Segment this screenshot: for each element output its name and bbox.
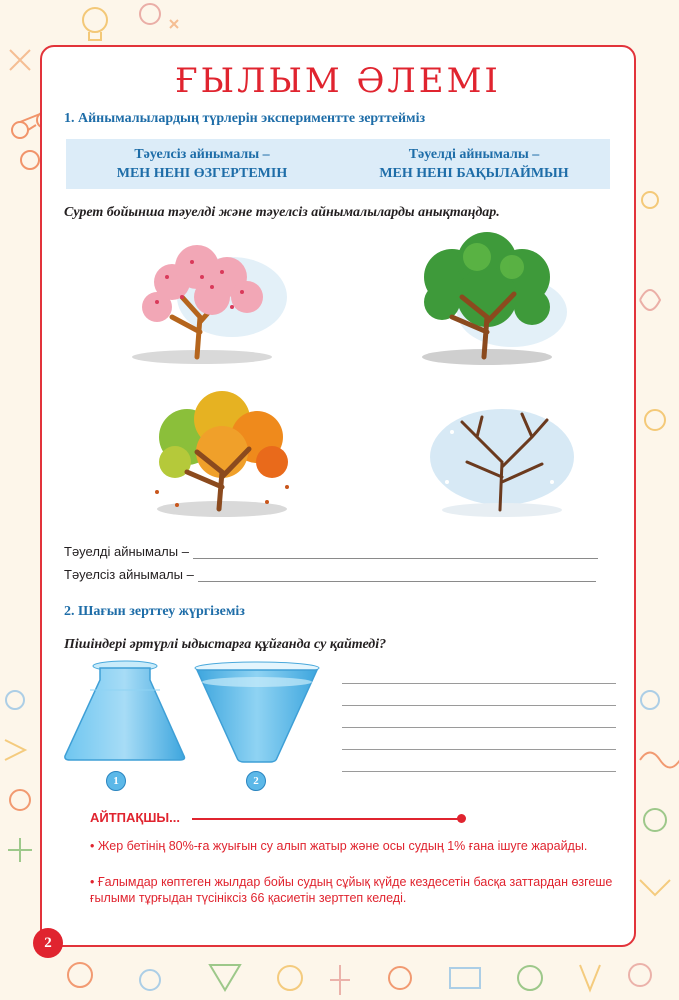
fact-2: • Ғалымдар көптеген жылдар бойы судың сұйық күйде кездесетін басқа заттардан өзгеше ғылыми тұрғыдан түсініксіз 66 қасиетін зерттеп келеді. bbox=[90, 875, 613, 905]
cup-vessel-icon bbox=[192, 660, 322, 765]
independent-definition bbox=[66, 139, 338, 189]
section1-instruction: Сурет бойынша тәуелді және тәуелсіз айнымалыларды анықтаңдар. bbox=[64, 205, 500, 220]
answer-line-4[interactable] bbox=[342, 749, 616, 750]
variables-definition-box bbox=[66, 139, 610, 189]
worksheet-card bbox=[40, 45, 636, 947]
section2-question: Пішіндері әртүрлі ыдыстарға құйғанда су қайтеді? bbox=[64, 637, 387, 652]
dependent-definition-title: Тәуелді айнымалы – bbox=[408, 147, 540, 162]
independent-definition-title: Тәуелсіз айнымалы – bbox=[134, 147, 270, 162]
independent-variable-label: Тәуелсіз айнымалы – bbox=[64, 567, 194, 582]
dependent-variable-row bbox=[64, 544, 598, 559]
dependent-definition bbox=[338, 139, 610, 189]
section2-heading: 2. Шағын зерттеу жүргіземіз bbox=[64, 604, 245, 619]
page-title: ҒЫЛЫМ ӘЛЕМІ bbox=[175, 61, 501, 101]
facts-divider-dot bbox=[457, 814, 466, 823]
page-number: 2 bbox=[33, 928, 63, 958]
independent-variable-row bbox=[64, 567, 596, 582]
answer-line-5[interactable] bbox=[342, 771, 616, 772]
winter-tree-image bbox=[422, 392, 592, 522]
independent-variable-answer-line[interactable] bbox=[198, 580, 596, 582]
answer-line-2[interactable] bbox=[342, 705, 616, 706]
vessel2-number-badge: 2 bbox=[246, 771, 266, 791]
fact-1: • Жер бетінің 80%-ға жуығын су алып жатыр және осы судың 1% ғана ішуге жарайды. bbox=[90, 839, 588, 853]
autumn-tree-image bbox=[137, 387, 307, 522]
flask-vessel-icon bbox=[60, 660, 190, 765]
dependent-variable-label: Тәуелді айнымалы – bbox=[64, 544, 189, 559]
answer-line-1[interactable] bbox=[342, 683, 616, 684]
spring-tree-image bbox=[112, 237, 292, 367]
dependent-definition-text: МЕН НЕНІ БАҚЫЛАЙМЫН bbox=[379, 166, 569, 181]
summer-tree-image bbox=[402, 232, 572, 367]
vessel1-number-badge: 1 bbox=[106, 771, 126, 791]
dependent-variable-answer-line[interactable] bbox=[193, 557, 598, 559]
independent-definition-text: МЕН НЕНІ ӨЗГЕРТЕМІН bbox=[116, 166, 288, 181]
facts-divider bbox=[192, 818, 460, 820]
section1-heading: 1. Айнымалылардың түрлерін экспериментте зерттейміз bbox=[64, 111, 426, 126]
answer-line-3[interactable] bbox=[342, 727, 616, 728]
facts-heading: АЙТПАҚШЫ... bbox=[90, 810, 180, 825]
